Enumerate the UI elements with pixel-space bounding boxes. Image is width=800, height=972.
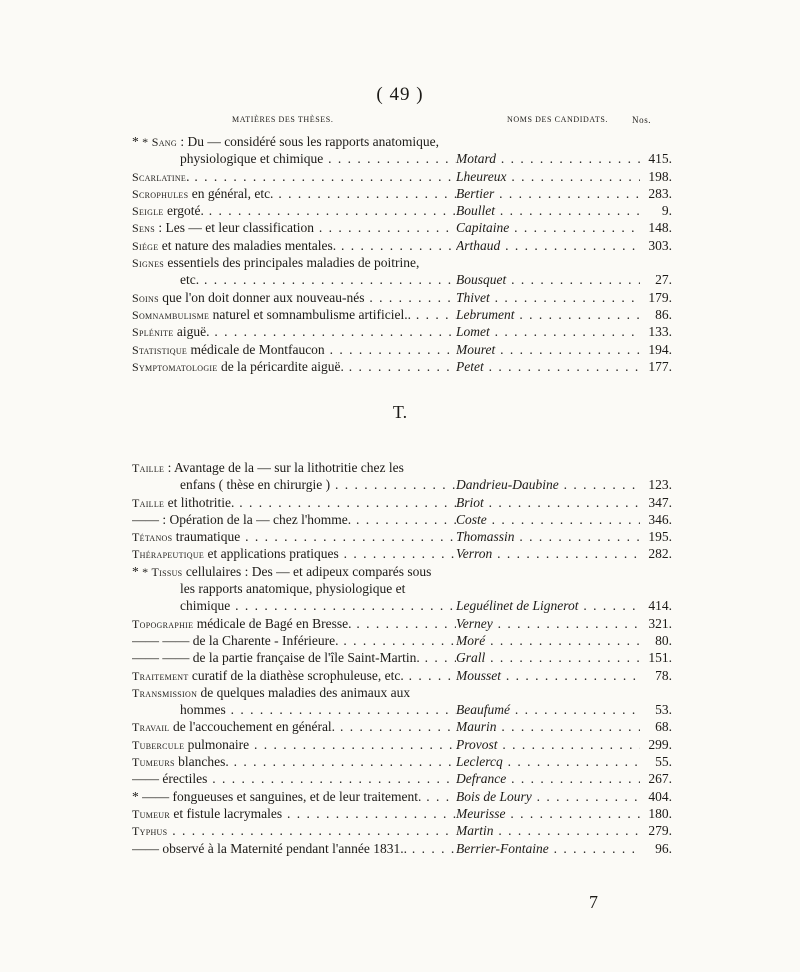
entry-subject (132, 788, 456, 805)
entry-subject (132, 511, 456, 528)
entry-subject (132, 753, 456, 771)
entry-subject (132, 667, 456, 685)
entry-subject (132, 460, 404, 475)
index-entry (132, 185, 672, 202)
entry-number: 414. (648, 598, 672, 614)
entry-subject-text: * —— fongueuses et sanguines, et de leur traitement. (132, 788, 422, 804)
entry-number: 195. (648, 529, 672, 545)
entry-number: 198. (648, 168, 672, 184)
entry-subject (132, 632, 456, 649)
entry-candidate: Thivet . . . (456, 289, 640, 306)
entry-keyword: Transmission (132, 685, 198, 700)
index-entry (132, 289, 672, 306)
entry-keyword: Splénite (132, 325, 174, 340)
entry-subject-text: traumatique (172, 529, 241, 545)
entry-keyword: Siége (132, 238, 159, 253)
entry-candidate: Boullet . . . (456, 202, 640, 219)
index-entry (132, 237, 672, 254)
entry-subject-continuation: les rapports anatomique, physiologique et (180, 581, 406, 597)
entry-keyword: Typhus (132, 824, 168, 839)
index-section-t (132, 459, 672, 857)
header-candidates: NOMS DES CANDIDATS. (507, 115, 608, 124)
entry-candidate: Bois de Loury . . . (456, 788, 640, 805)
entry-subject-text: que l'on doit donner aux nouveau-nés (158, 289, 365, 305)
entry-subject (132, 718, 456, 736)
entry-subject-text: et lithotritie. (164, 494, 235, 510)
entry-keyword: Scarlatine (132, 169, 187, 184)
entry-subject-text: : Avantage de la — sur la lithotritie chez les (164, 460, 404, 475)
entry-candidate: Thomassin . . . (456, 528, 640, 545)
entry-subject (132, 237, 456, 255)
entry-candidate: Coste . . . (456, 511, 640, 528)
entry-subject (132, 168, 456, 186)
entry-keyword: Sens (132, 221, 155, 236)
entry-candidate: Lebrument . . . (456, 306, 640, 323)
entry-subject-continuation: chimique . . . (132, 597, 456, 614)
index-entry (132, 718, 672, 735)
entry-keyword: Somnambulisme (132, 307, 210, 322)
entry-keyword: Statistique (132, 342, 188, 357)
entry-subject (132, 219, 456, 237)
entry-subject (132, 289, 456, 307)
index-entry (132, 341, 672, 358)
entry-subject-text: . (186, 168, 190, 184)
entry-keyword: Signes (132, 256, 165, 271)
index-entry (132, 822, 672, 839)
entry-subject (132, 805, 456, 823)
entry-subject-text: —— érectiles (132, 771, 208, 787)
entry-subject (132, 528, 456, 546)
entry-candidate: Berrier-Fontaine . . . (456, 840, 640, 857)
entry-subject (132, 822, 456, 840)
index-entry (132, 133, 672, 168)
entry-subject (132, 341, 456, 359)
entry-number: 53. (655, 702, 672, 718)
entry-subject-text: ergoté. (163, 203, 204, 219)
entry-subject: * * Tissus cellulaires : Des — et adipeux comparés sous (132, 563, 432, 579)
entry-subject (132, 649, 456, 666)
entry-candidate: Lheureux . . . (456, 168, 640, 185)
entry-subject-text: aiguë. (173, 324, 210, 340)
entry-keyword: Symptomatologie (132, 359, 218, 374)
index-entry (132, 168, 672, 185)
entry-subject-text: : Les — et leur classification (155, 220, 314, 236)
entry-candidate: Mouret . . . (456, 341, 640, 358)
index-entry (132, 770, 672, 787)
entry-number: 86. (655, 306, 672, 322)
entry-number: 133. (648, 324, 672, 340)
entry-number: 27. (655, 272, 672, 288)
entry-candidate: Petet . . . (456, 358, 640, 375)
entry-subject-text: de la péricardite aiguë. (217, 358, 344, 374)
entry-candidate: Verron . . . (456, 545, 640, 562)
entry-candidate: Lomet . . . (456, 323, 640, 340)
entry-subject (132, 770, 456, 787)
entry-candidate: Motard . . . (456, 150, 640, 167)
entry-candidate: Dandrieu-Daubine . . . (456, 476, 640, 493)
entry-candidate: Capitaine . . . (456, 219, 640, 236)
entry-keyword: * Sang (142, 135, 177, 149)
entry-candidate: Verney . . . (456, 615, 640, 632)
entry-keyword: Taille (132, 495, 165, 510)
entry-candidate: Bertier . . . (456, 185, 640, 202)
header-number: Nos. (632, 115, 652, 125)
entry-subject-text: naturel et somnambulisme artificiel.. (209, 306, 411, 322)
entry-subject (132, 255, 419, 270)
entry-subject-continuation: physiologique et chimique . . . (132, 150, 456, 167)
entry-subject-text: essentiels des principales maladies de poitrine, (164, 255, 420, 271)
entry-number: 68. (655, 719, 672, 735)
section-letter: T. (392, 402, 408, 422)
index-entry (132, 254, 672, 289)
entry-number: 415. (648, 151, 672, 167)
entry-candidate: Provost . . . (456, 736, 640, 753)
index-section-s (132, 133, 672, 375)
entry-subject-text: en général, etc. (188, 185, 274, 201)
entry-candidate: Maurin . . . (456, 718, 640, 735)
entry-keyword: Thérapeutique (132, 547, 205, 562)
entry-number: 194. (648, 341, 672, 357)
signature-mark: 7 (589, 892, 598, 912)
entry-number: 96. (655, 840, 672, 856)
entry-subject (132, 185, 456, 203)
entry-number: 80. (655, 632, 672, 648)
entry-subject (132, 736, 456, 754)
entry-number: 151. (648, 650, 672, 666)
entry-subject-text: blanches. (174, 754, 229, 770)
entry-keyword: Scrophules (132, 186, 189, 201)
entry-keyword: Tumeur (132, 806, 171, 821)
entry-subject-text: pulmonaire (184, 736, 250, 752)
entry-number: 78. (655, 667, 672, 683)
entry-number: 177. (648, 358, 672, 374)
index-entry (132, 528, 672, 545)
entry-subject-text: cellulaires : Des — et adipeux comparés sous (182, 563, 432, 579)
entry-candidate: Defrance . . . (456, 770, 640, 787)
index-entry (132, 684, 672, 719)
entry-number: 282. (648, 546, 672, 562)
entry-candidate: Briot . . . (456, 494, 640, 511)
column-headers (0, 115, 800, 129)
entry-number: 321. (648, 615, 672, 631)
index-entry (132, 219, 672, 236)
entry-subject (132, 202, 456, 220)
entry-candidate: Arthaud . . . (456, 237, 640, 254)
index-entry (132, 511, 672, 528)
entry-candidate: Bousquet . . . (456, 271, 640, 288)
entry-subject-text: de quelques maladies des animaux aux (197, 684, 411, 700)
entry-subject-continuation: etc. . . . (132, 271, 456, 288)
entry-number: 55. (655, 754, 672, 770)
entry-subject (132, 323, 456, 341)
entry-number: 279. (648, 823, 672, 839)
entry-subject-continuation: hommes . . . (132, 701, 456, 718)
entry-number: 347. (648, 494, 672, 510)
index-entry (132, 649, 672, 666)
index-entry (132, 753, 672, 770)
entry-keyword: Tumeurs (132, 755, 175, 770)
page-number: ( 49 ) (376, 84, 424, 105)
entry-number: 299. (648, 736, 672, 752)
entry-candidate: Meurisse . . . (456, 805, 640, 822)
index-entry (132, 805, 672, 822)
entry-subject-text: et nature des maladies mentales. (158, 237, 337, 253)
entry-subject-continuation: enfans ( thèse en chirurgie ) . . . (132, 476, 456, 493)
index-entry (132, 667, 672, 684)
index-entry (132, 202, 672, 219)
entry-subject (132, 615, 456, 633)
entry-number: 179. (648, 289, 672, 305)
entry-candidate: Grall . . . (456, 649, 640, 666)
entry-subject (132, 306, 456, 324)
entry-candidate: Martin . . . (456, 822, 640, 839)
index-entry (132, 323, 672, 340)
entry-number: 283. (648, 185, 672, 201)
entry-keyword: Traitement (132, 668, 189, 683)
entry-keyword: Taille (132, 461, 165, 475)
entry-subject (132, 358, 456, 376)
entry-subject-text: —— : Opération de la — chez l'homme. (132, 511, 352, 527)
entry-keyword: Tubercule (132, 737, 185, 752)
entry-subject-text: et fistule lacrymales (170, 805, 283, 821)
entry-number: 148. (648, 220, 672, 236)
entry-subject-text: : Du — considéré sous les rapports anatomique, (176, 134, 440, 149)
entry-subject: * * Sang : Du — considéré sous les rapports anatomique, (132, 134, 440, 149)
index-entry (132, 632, 672, 649)
index-entry (132, 563, 672, 615)
index-entry (132, 736, 672, 753)
entry-keyword: Seigle (132, 204, 164, 219)
entry-number: 180. (648, 805, 672, 821)
entry-number: 9. (661, 203, 672, 219)
index-entry (132, 615, 672, 632)
entry-number: 267. (648, 771, 672, 787)
entry-subject (132, 494, 456, 512)
entry-subject-text: médicale de Montfaucon (187, 341, 325, 357)
entry-subject-text: curatif de la diathèse scrophuleuse, etc. (188, 667, 404, 683)
entry-subject-text: et applications pratiques (204, 546, 339, 562)
entry-keyword: Tétanos (132, 530, 173, 545)
entry-number: 346. (648, 511, 672, 527)
entry-candidate: Moré . . . (456, 632, 640, 649)
entry-subject (132, 840, 456, 857)
index-entry (132, 459, 672, 494)
entry-subject (132, 685, 410, 700)
entry-number: 123. (648, 477, 672, 493)
index-entry (132, 358, 672, 375)
entry-keyword: * Tissus (142, 564, 183, 579)
entry-candidate: Leguélinet de Lignerot . . . (456, 597, 640, 614)
entry-keyword: Soins (132, 290, 159, 305)
index-entry (132, 788, 672, 805)
entry-candidate: Mousset . . . (456, 667, 640, 684)
index-entry (132, 306, 672, 323)
entry-subject-text: —— observé à la Maternité pendant l'année 1831.. (132, 840, 407, 856)
entry-subject-text: —— —— de la partie française de l'île Saint-Martin. (132, 650, 420, 666)
index-entry (132, 545, 672, 562)
entry-number: 303. (648, 237, 672, 253)
entry-candidate: Beaufumé . . . (456, 701, 640, 718)
index-entry (132, 840, 672, 857)
entry-keyword: Topographie (132, 616, 194, 631)
index-entry (132, 494, 672, 511)
entry-candidate: Leclercq . . . (456, 753, 640, 770)
entry-subject-text: médicale de Bagé en Bresse. (193, 615, 352, 631)
entry-subject (132, 545, 456, 563)
entry-subject-text: de l'accouchement en général. (169, 719, 336, 735)
header-subject: MATIÈRES DES THÈSES. (232, 115, 334, 124)
entry-subject-text: —— —— de la Charente - Inférieure. (132, 632, 339, 648)
entry-number: 404. (648, 788, 672, 804)
entry-keyword: Travail (132, 720, 170, 735)
